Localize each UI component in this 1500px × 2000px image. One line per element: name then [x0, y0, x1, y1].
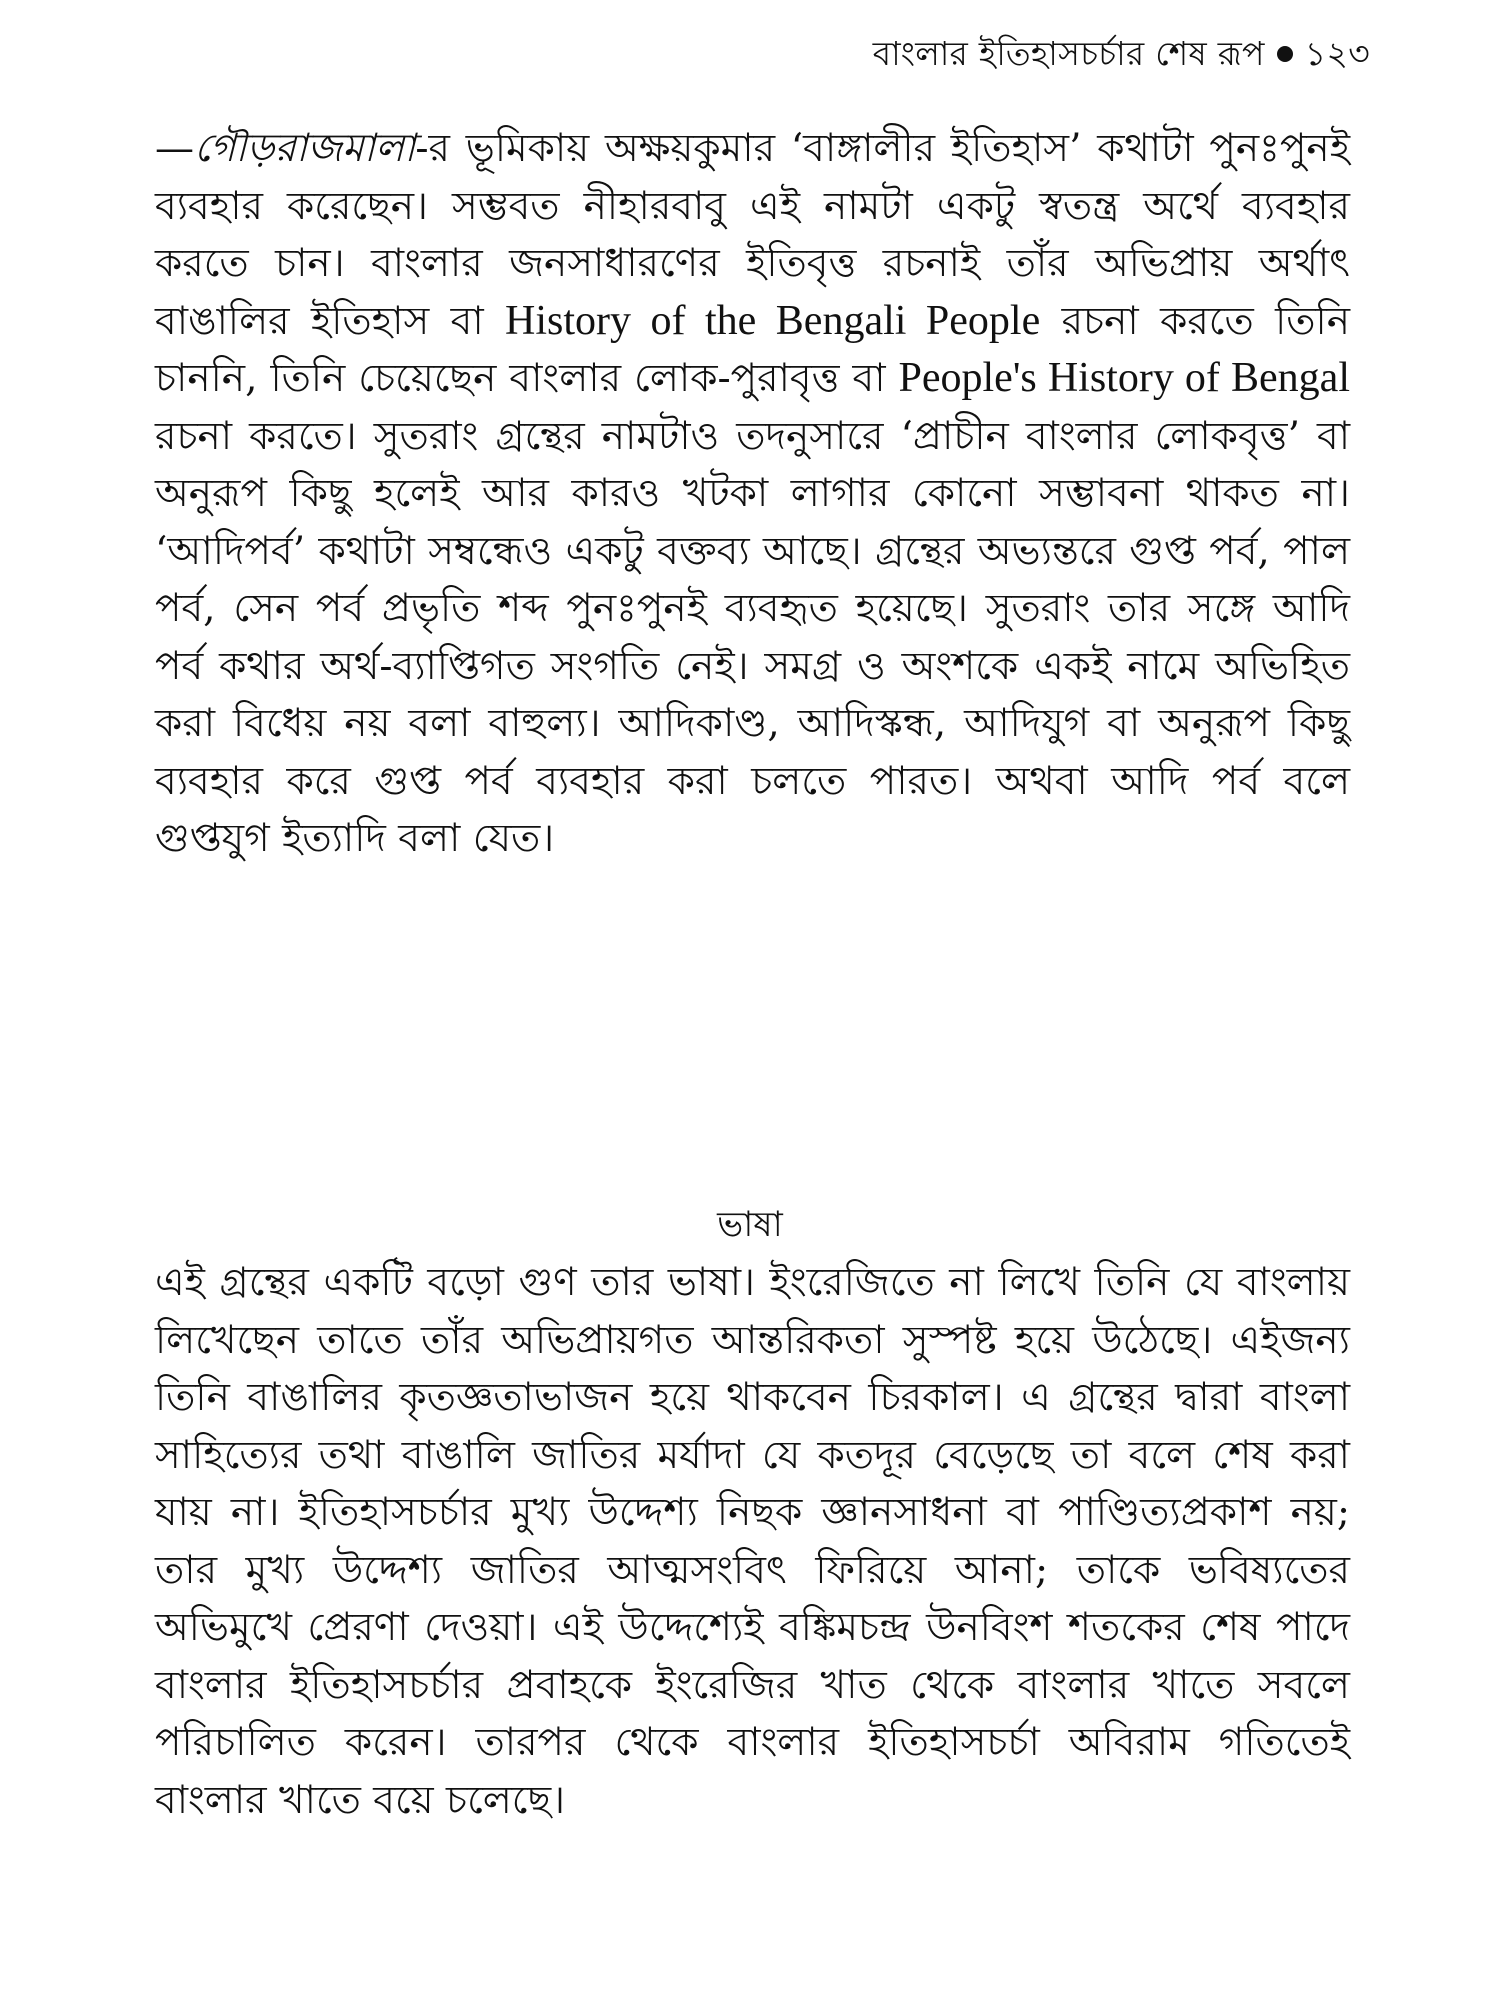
page-number: ১২৩ — [1304, 34, 1370, 73]
book-title: গৌড়রাজমালা — [194, 126, 416, 171]
running-title: বাংলার ইতিহাসচর্চার শেষ রূপ — [872, 34, 1265, 73]
em-dash: — — [155, 126, 194, 171]
paragraph-1-text-a: -র ভূমিকায় অক্ষয়কুমার ‘বাঙ্গালীর ইতিহাস’ কথাটা পুনঃপুনই ব্যবহার করেছেন। সম্ভবত নীহারবাবু এই নামটা একটু স্বতন্ত্র অর্থে ব্যবহার করতে চান। বাংলার জনসাধারণের ইতিবৃত্ত রচনাই তাঁর অভিপ্রায় অর্থাৎ বাঙালির ইতিহাস বা — [155, 126, 1350, 344]
paragraph-1-text-c: রচনা করতে। সুতরাং গ্রন্থের নামটাও তদনুসারে ‘প্রাচীন বাংলার লোকবৃত্ত’ বা অনুরূপ কিছু হলেই আর কারও খটকা লাগার কোনো সম্ভাবনা থাকত না। ‘আদিপর্ব’ কথাটা সম্বন্ধেও একটু বক্তব্য আছে। গ্রন্থের অভ্যন্তরে গুপ্ত পর্ব, পাল পর্ব, সেন পর্ব প্রভৃতি শব্দ পুনঃপুনই ব্যবহৃত হয়েছে। সুতরাং তার সঙ্গে আদি পর্ব কথার অর্থ-ব্যাপ্তিগত সংগতি নেই। সমগ্র ও অংশকে একই নামে অভিহিত করা বিধেয় নয় বলা বাহুল্য। আদিকাণ্ড, আদিস্কন্ধ, আদিযুগ বা অনুরূপ কিছু ব্যবহার করে গুপ্ত পর্ব ব্যবহার করা চলতে পারত। অথবা আদি পর্ব বলে গুপ্তযুগ ইত্যাদি বলা যেত। — [155, 413, 1350, 861]
section-heading: ভাষা — [717, 1205, 783, 1245]
english-phrase-2: People's History of Bengal — [898, 355, 1350, 401]
paragraph-1 — [155, 120, 1350, 868]
paragraph-2: এই গ্রন্থের একটি বড়ো গুণ তার ভাষা। ইংরেজিতে না লিখে তিনি যে বাংলায় লিখেছেন তাতে তাঁর অভিপ্রায়গত আন্তরিকতা সুস্পষ্ট হয়ে উঠেছে। এইজন্য তিনি বাঙালির কৃতজ্ঞতাভাজন হয়ে থাকবেন চিরকাল। এ গ্রন্থের দ্বারা বাংলা সাহিত্যের তথা বাঙালি জাতির মর্যাদা যে কতদূর বেড়েছে তা বলে শেষ করা যায় না। ইতিহাসচর্চার মুখ্য উদ্দেশ্য নিছক জ্ঞানসাধনা বা পাণ্ডিত্যপ্রকাশ নয়; তার মুখ্য উদ্দেশ্য জাতির আত্মসংবিৎ ফিরিয়ে আনা; তাকে ভবিষ্যতের অভিমুখে প্রেরণা দেওয়া। এই উদ্দেশ্যেই বঙ্কিমচন্দ্র উনবিংশ শতকের শেষ পাদে বাংলার ইতিহাসচর্চার প্রবাহকে ইংরেজির খাত থেকে বাংলার খাতে সবলে পরিচালিত করেন। তারপর থেকে বাংলার ইতিহাসচর্চা অবিরাম গতিতেই বাংলার খাতে বয়ে চলেছে। — [155, 1260, 1350, 1823]
paragraph-1-text-b: রচনা করতে তিনি চাননি, তিনি চেয়েছেন বাংলার লোক-পুরাবৃত্ত বা — [155, 298, 1350, 401]
running-header — [873, 30, 1370, 78]
english-phrase-1: History of the Bengali People — [505, 297, 1041, 344]
bullet-separator — [1277, 46, 1293, 62]
